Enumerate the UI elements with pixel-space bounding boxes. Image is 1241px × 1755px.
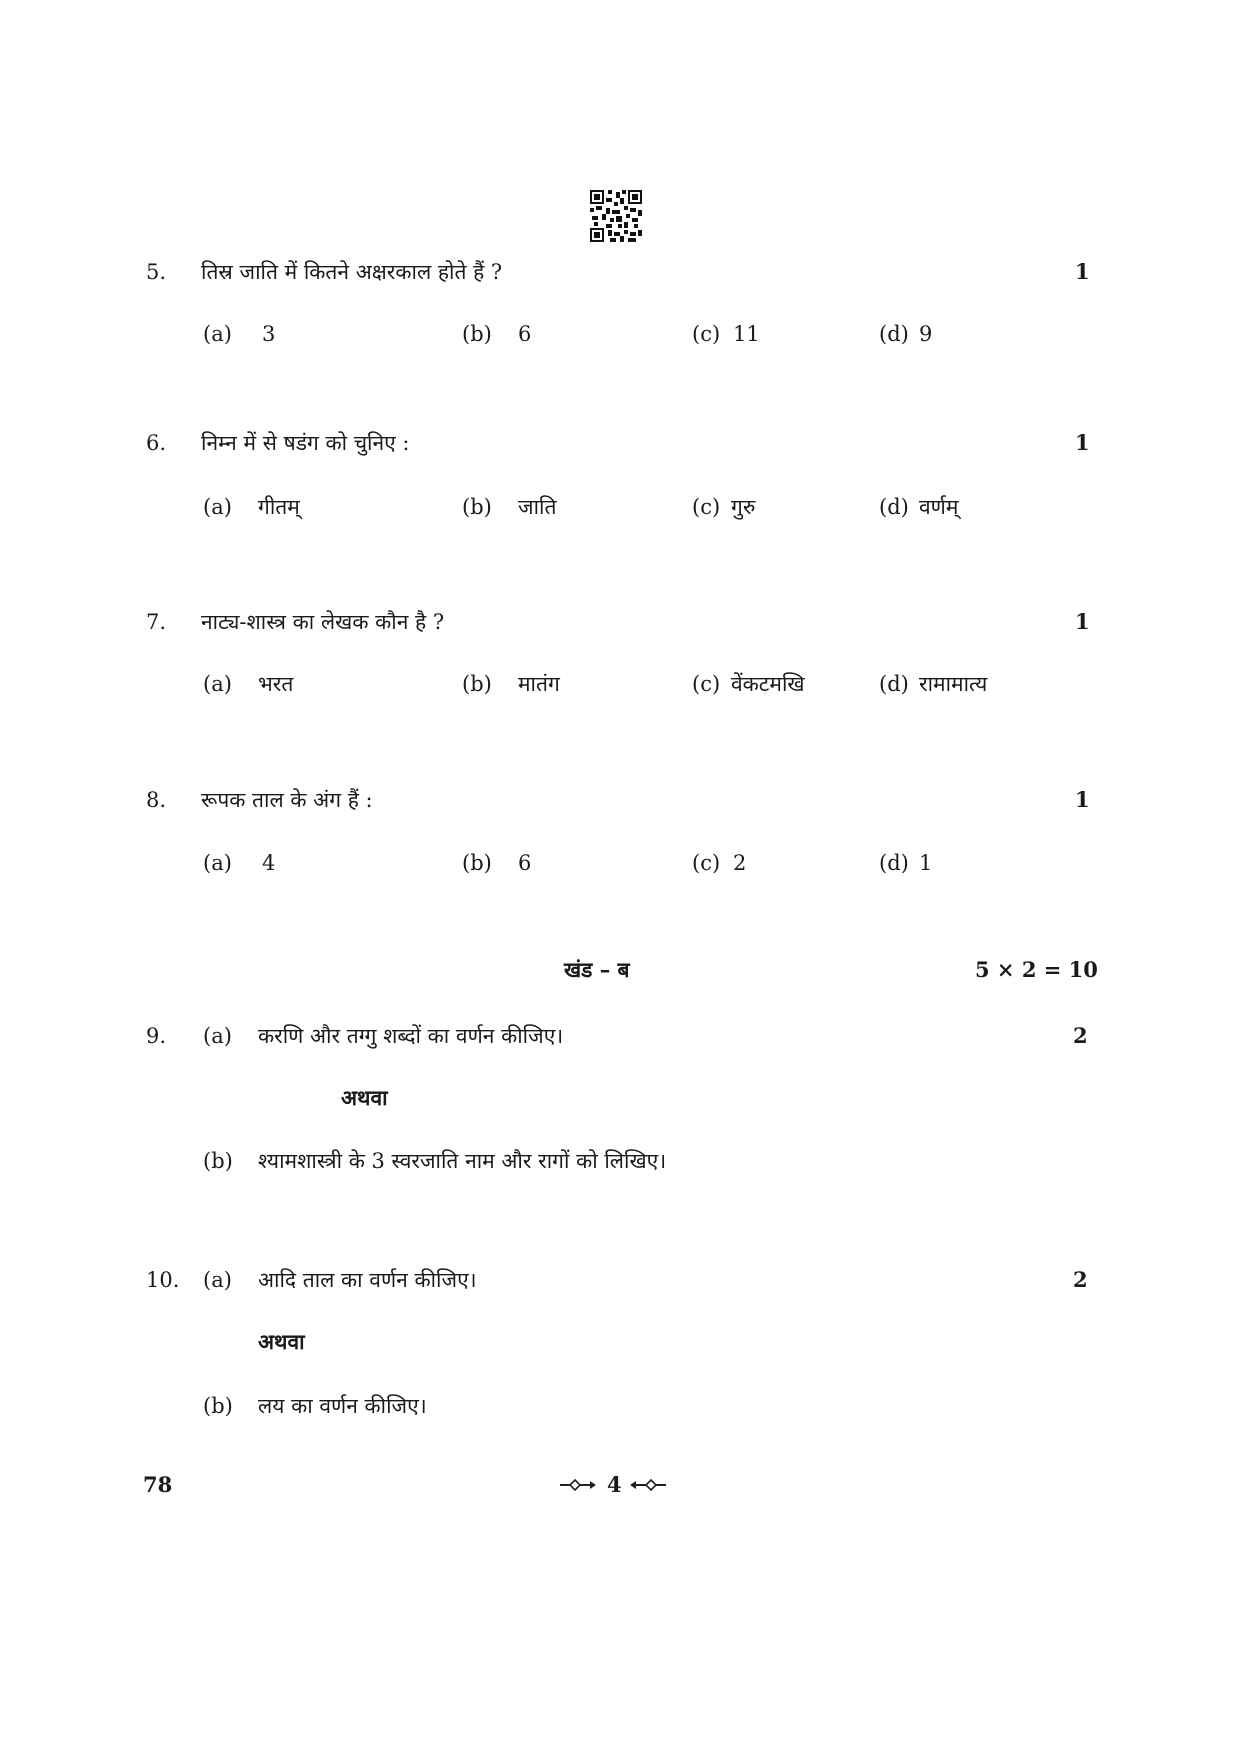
ornament-right-icon bbox=[628, 1478, 666, 1492]
question-text: निम्न में से षडंग को चुनिए : bbox=[201, 431, 410, 455]
option-label: (a) bbox=[203, 495, 232, 519]
option-text: 9 bbox=[919, 322, 933, 346]
option-text: 1 bbox=[919, 851, 933, 875]
option-text: वेंकटमखि bbox=[731, 672, 805, 696]
question-number: 9. bbox=[146, 1024, 167, 1048]
option-text: गीतम् bbox=[258, 495, 300, 519]
option-label: (c) bbox=[692, 495, 721, 519]
option-text: मातंग bbox=[518, 672, 560, 696]
option-label: (b) bbox=[203, 1149, 233, 1173]
option-text: 6 bbox=[518, 851, 532, 875]
option-label: (b) bbox=[462, 495, 492, 519]
option-text: 11 bbox=[733, 322, 760, 346]
question-marks: 1 bbox=[1075, 430, 1090, 455]
option-text: गुरु bbox=[731, 495, 756, 519]
option-label: (a) bbox=[203, 851, 232, 875]
paper-code: 78 bbox=[143, 1472, 173, 1497]
option-label: (a) bbox=[203, 1024, 232, 1048]
question-number: 6. bbox=[146, 431, 167, 455]
question-number: 7. bbox=[146, 610, 167, 634]
or-label: अथवा bbox=[258, 1329, 305, 1354]
question-marks: 1 bbox=[1075, 259, 1090, 284]
option-label: (a) bbox=[203, 672, 232, 696]
question-number: 10. bbox=[146, 1268, 180, 1292]
ornament-left-icon bbox=[560, 1478, 598, 1492]
option-label: (a) bbox=[203, 322, 232, 346]
question-marks: 2 bbox=[1073, 1023, 1088, 1048]
question-text: करणि और तग्गु शब्दों का वर्णन कीजिए। bbox=[258, 1024, 564, 1048]
question-number: 8. bbox=[146, 788, 167, 812]
option-label: (b) bbox=[462, 851, 492, 875]
option-label: (d) bbox=[879, 495, 909, 519]
option-label: (c) bbox=[692, 322, 721, 346]
question-marks: 1 bbox=[1075, 609, 1090, 634]
option-label: (d) bbox=[879, 851, 909, 875]
option-text: 2 bbox=[733, 851, 747, 875]
option-text: 4 bbox=[262, 851, 276, 875]
option-label: (d) bbox=[879, 322, 909, 346]
section-marks: 5 × 2 = 10 bbox=[975, 957, 1098, 982]
option-text: 3 bbox=[262, 322, 276, 346]
option-label: (a) bbox=[203, 1268, 232, 1292]
question-text: रूपक ताल के अंग हैं : bbox=[201, 788, 373, 812]
question-marks: 1 bbox=[1075, 787, 1090, 812]
option-text: वर्णम् bbox=[919, 495, 959, 519]
option-label: (c) bbox=[692, 672, 721, 696]
option-label: (b) bbox=[462, 322, 492, 346]
or-label: अथवा bbox=[341, 1085, 388, 1110]
question-number: 5. bbox=[146, 260, 167, 284]
option-label: (b) bbox=[203, 1394, 233, 1418]
question-text: श्यामशास्त्री के 3 स्वरजाति नाम और रागों को लिखिए। bbox=[258, 1149, 667, 1173]
qr-code bbox=[590, 190, 642, 242]
option-label: (d) bbox=[879, 672, 909, 696]
question-text: तिस्र जाति में कितने अक्षरकाल होते हैं ? bbox=[201, 260, 503, 284]
option-text: भरत bbox=[258, 672, 294, 696]
page-number: 4 bbox=[607, 1472, 622, 1497]
question-marks: 2 bbox=[1073, 1267, 1088, 1292]
question-text: लय का वर्णन कीजिए। bbox=[258, 1394, 427, 1418]
option-text: जाति bbox=[518, 495, 557, 519]
option-label: (b) bbox=[462, 672, 492, 696]
question-text: नाट्य-शास्त्र का लेखक कौन है ? bbox=[201, 610, 445, 634]
option-text: 6 bbox=[518, 322, 532, 346]
question-text: आदि ताल का वर्णन कीजिए। bbox=[258, 1268, 477, 1292]
section-title: खंड – ब bbox=[564, 957, 630, 982]
option-label: (c) bbox=[692, 851, 721, 875]
option-text: रामामात्य bbox=[919, 672, 988, 696]
